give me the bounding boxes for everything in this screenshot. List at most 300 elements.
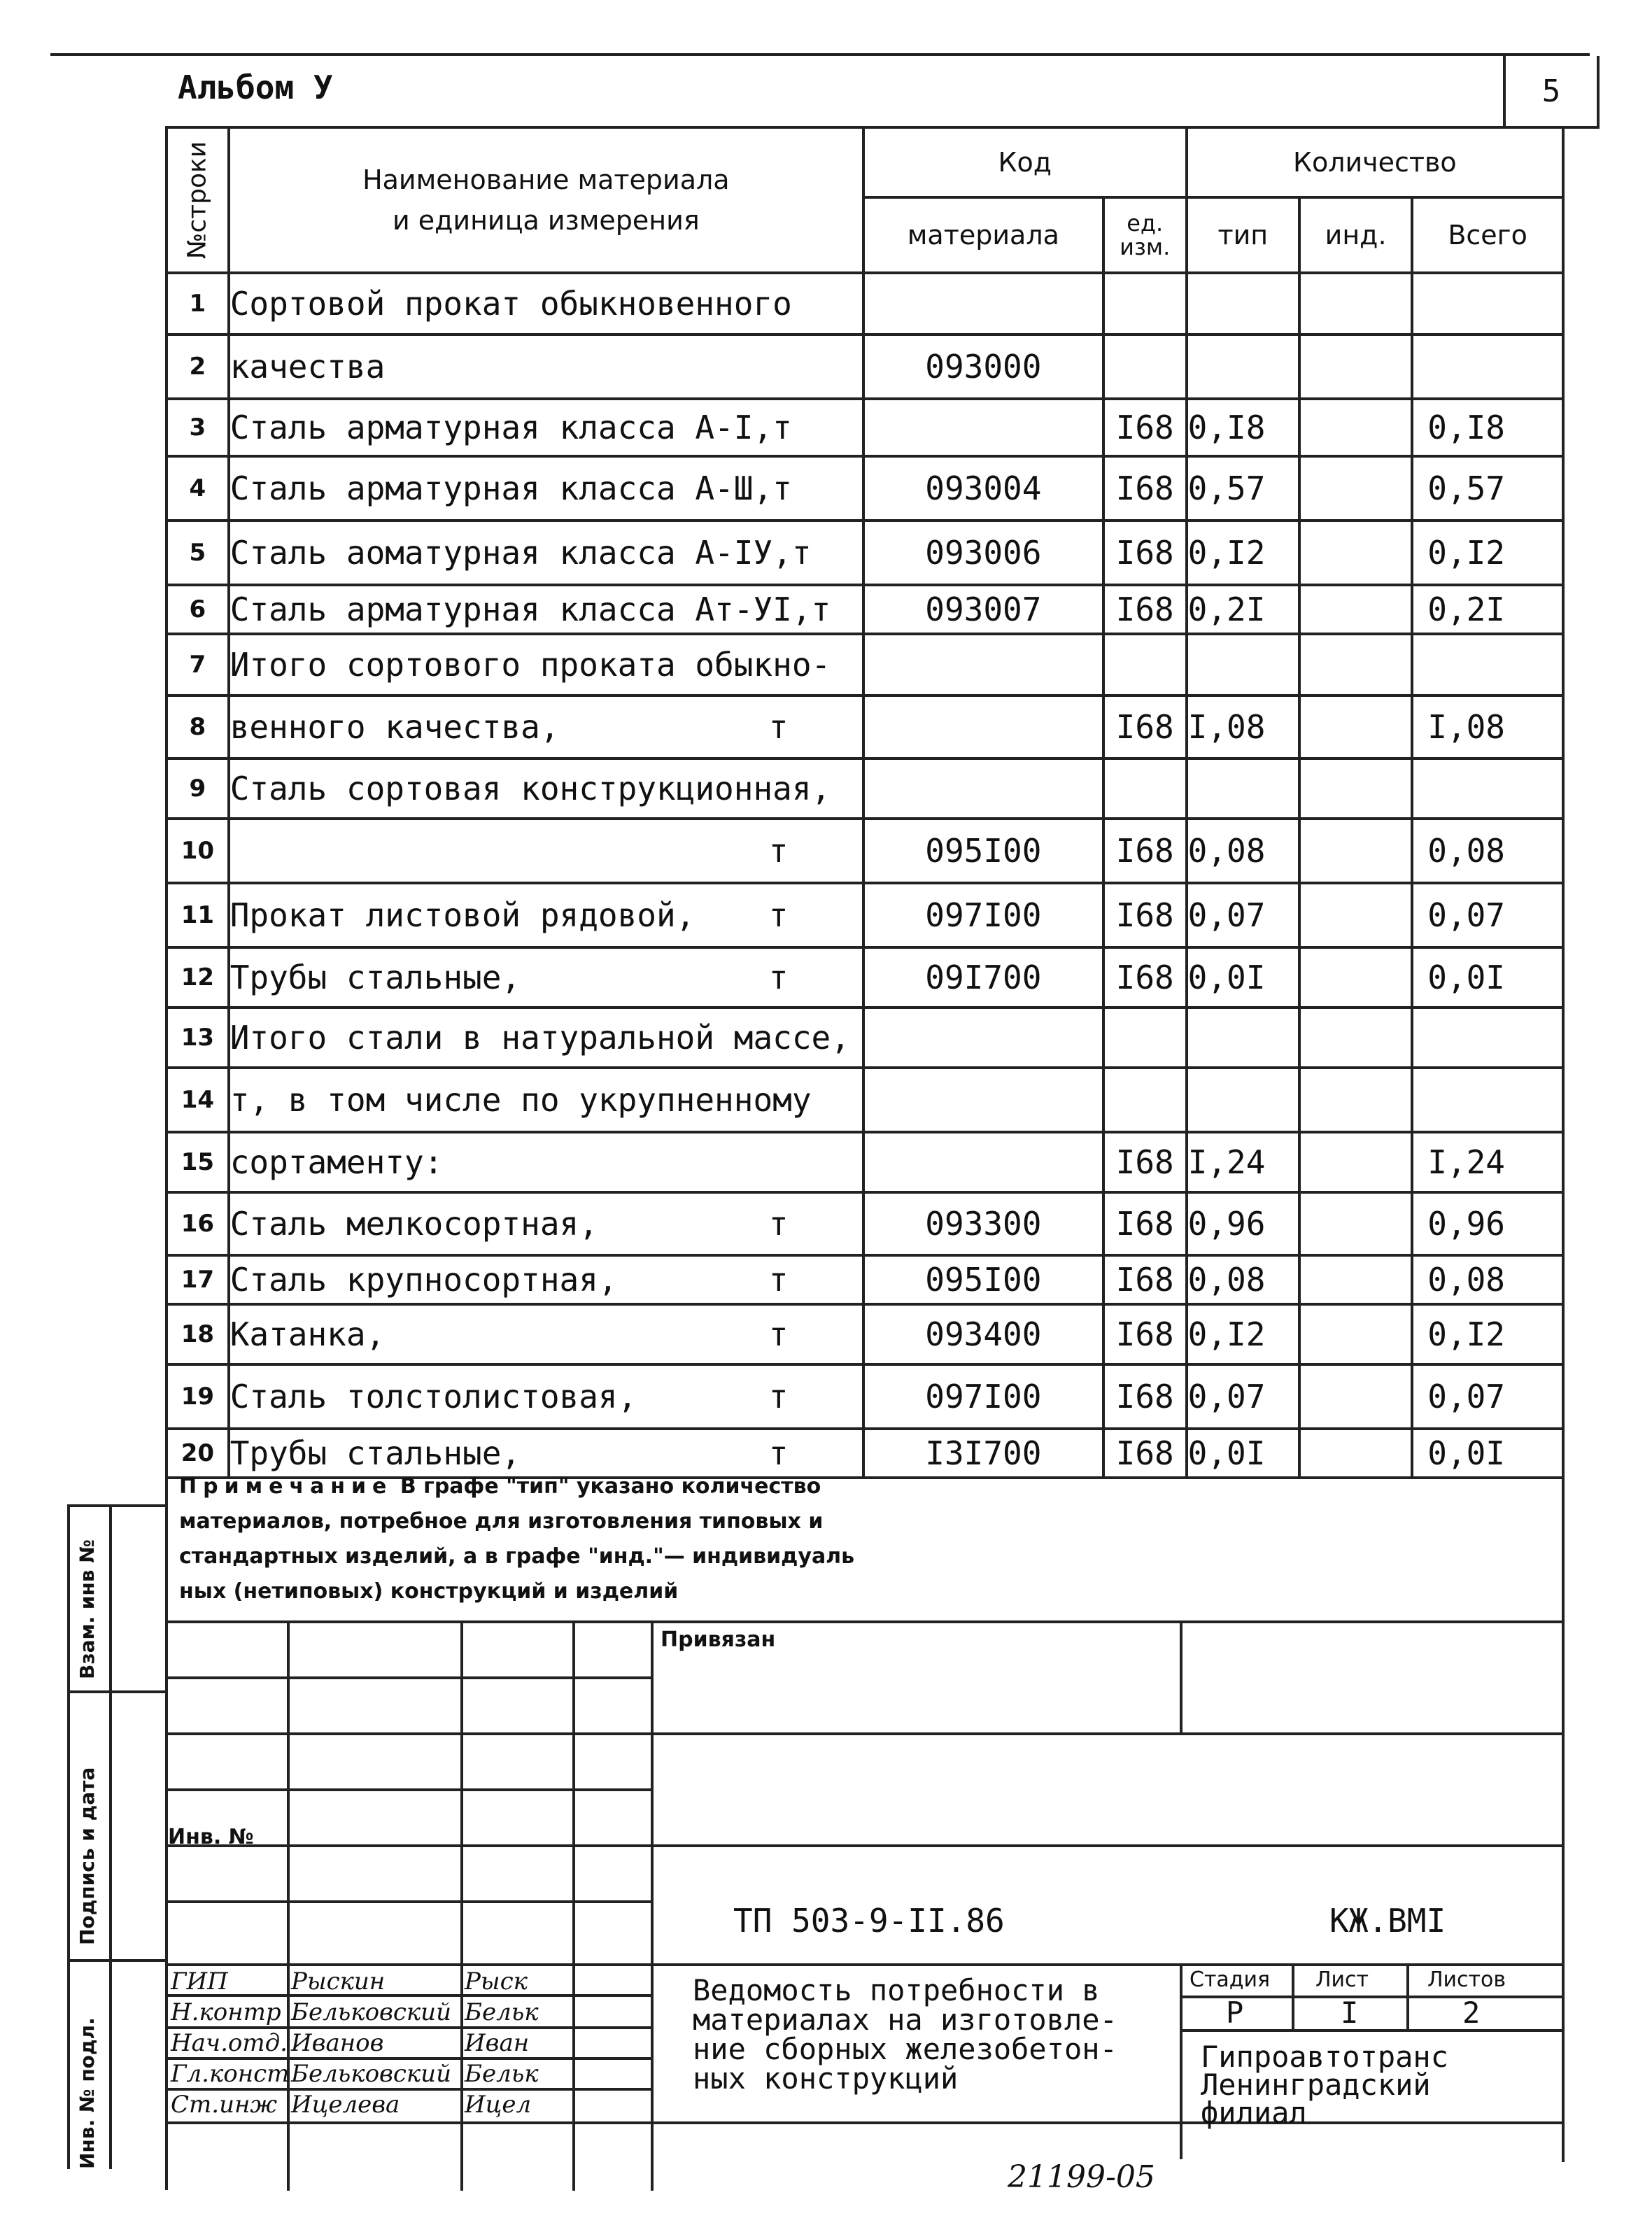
unit-code [1103, 334, 1187, 399]
row-number-text: 8 [189, 713, 206, 741]
row-number-text: 19 [181, 1383, 215, 1411]
qty-ind [1299, 819, 1412, 883]
row-number [167, 399, 229, 456]
qty-total-header: Всего [1412, 197, 1563, 273]
row-number [167, 1255, 229, 1304]
material-name-text: т, в том числе по укрупненному [230, 1081, 812, 1119]
materials-table [165, 126, 1565, 1479]
material-name-text: Сталь крупносортная, [230, 1261, 618, 1299]
qty-ind [1299, 1008, 1412, 1068]
material-code-text: 097I00 [925, 1378, 1042, 1415]
qty-type-text: 0,0I [1187, 959, 1266, 996]
qty-type [1187, 883, 1299, 947]
stamp-row-line [165, 1963, 1565, 1966]
material-code [863, 273, 1103, 334]
stamp-row-line [165, 1676, 651, 1679]
qty-total [1412, 758, 1563, 819]
signer-role: Нач.отд. [171, 2029, 288, 2057]
stamp-col-line [572, 1620, 575, 2191]
sheet-label: Лист [1315, 1968, 1369, 1992]
qty-type [1187, 521, 1299, 585]
sheet-value: I [1341, 1996, 1359, 2030]
qty-total [1412, 585, 1563, 634]
top-border-line [50, 53, 1590, 56]
unit-code-header: ед. изм. [1103, 197, 1187, 273]
qty-total [1412, 456, 1563, 521]
material-code [863, 1255, 1103, 1304]
unit-text: т [768, 1434, 789, 1472]
row-number-text: 10 [181, 837, 215, 865]
qty-type [1187, 334, 1299, 399]
table-row [167, 947, 1563, 1008]
signature: Иван [465, 2029, 530, 2057]
table-row [167, 1364, 1563, 1429]
unit-code-text: I68 [1115, 1378, 1174, 1415]
row-number-text: 7 [189, 651, 206, 679]
unit-code-text: I68 [1115, 534, 1174, 572]
note-text-1: В графе "тип" указано количество [393, 1474, 821, 1499]
qty-type [1187, 819, 1299, 883]
material-code [863, 1364, 1103, 1429]
signature: Бельк [465, 1998, 539, 2026]
side-strip-line [67, 1504, 168, 1507]
signer-name: Ицелева [291, 2091, 400, 2119]
row-number [167, 695, 229, 758]
qty-type [1187, 1068, 1299, 1132]
material-code [863, 883, 1103, 947]
row-number-header: №строки [167, 127, 229, 273]
note [179, 1469, 949, 1609]
row-number [167, 819, 229, 883]
row-number [167, 1008, 229, 1068]
unit-code [1103, 883, 1187, 947]
qty-ind [1299, 695, 1412, 758]
unit-code [1103, 585, 1187, 634]
stamp-row-line [165, 1788, 651, 1791]
row-number-text: 4 [189, 474, 206, 502]
material-name [229, 883, 863, 947]
doc-code: ТП 503-9-II.86 [733, 1902, 1005, 1940]
unit-code [1103, 1132, 1187, 1192]
table-row [167, 819, 1563, 883]
qty-total [1412, 695, 1563, 758]
row-number-text: 15 [181, 1148, 215, 1176]
material-name-text: Сортовой прокат обыкновенного [230, 285, 792, 323]
frame-right-line [1562, 1455, 1565, 2162]
qty-total-text: 0,07 [1427, 1378, 1505, 1415]
qty-type [1187, 1132, 1299, 1192]
qty-type [1187, 695, 1299, 758]
unit-code [1103, 819, 1187, 883]
qty-ind [1299, 1304, 1412, 1364]
row-number-text: 13 [181, 1024, 215, 1052]
qty-type-text: 0,08 [1187, 1261, 1266, 1299]
unit-code [1103, 1364, 1187, 1429]
material-name-text: Сталь мелкосортная, [230, 1205, 598, 1243]
qty-total [1412, 819, 1563, 883]
stamp-row-line [165, 1994, 651, 1997]
qty-total-text: I,24 [1427, 1143, 1505, 1181]
material-code-text: 09I700 [925, 959, 1042, 996]
row-number [167, 883, 229, 947]
unit-code-text: I68 [1115, 1205, 1174, 1243]
row-number [167, 758, 229, 819]
organization: Гипроавтотранс Ленинградский филиал [1201, 2040, 1449, 2130]
table-row [167, 585, 1563, 634]
sheets-label: Листов [1427, 1968, 1506, 1992]
row-number-text: 9 [189, 775, 206, 803]
unit-code-text: I68 [1115, 1315, 1174, 1353]
qty-ind [1299, 1132, 1412, 1192]
side-label-signature-date: Подпись и дата [76, 1767, 99, 1945]
table-row [167, 273, 1563, 334]
qty-type-text: 0,0I [1187, 1434, 1266, 1472]
material-code [863, 1132, 1103, 1192]
material-code-header: материала [863, 197, 1103, 273]
material-name-text: Трубы стальные, [230, 1434, 521, 1472]
table-row [167, 1132, 1563, 1192]
qty-ind-header: инд. [1299, 197, 1412, 273]
row-number [167, 521, 229, 585]
material-name [229, 334, 863, 399]
stamp-col-line [1180, 1620, 1182, 1734]
qty-total-text: 0,08 [1427, 832, 1505, 870]
note-text-4: ных (нетиповых) конструкций и изделий [179, 1579, 679, 1604]
unit-code-text: I68 [1115, 708, 1174, 746]
material-code [863, 1068, 1103, 1132]
doc-mark: КЖ.ВМI [1329, 1902, 1446, 1940]
signer-name: Бельковский [291, 1998, 451, 2026]
frame-left-line [165, 1455, 168, 2190]
qty-type-text: 0,I2 [1187, 534, 1266, 572]
unit-code-text: I68 [1115, 469, 1174, 507]
qty-total [1412, 1255, 1563, 1304]
qty-total-text: 0,08 [1427, 1261, 1505, 1299]
material-name-text: сортаменту: [230, 1143, 444, 1181]
qty-type [1187, 634, 1299, 695]
qty-type [1187, 1304, 1299, 1364]
side-label-inv-original: Инв. № подл. [76, 2017, 99, 2169]
signer-name: Рыскин [291, 1968, 386, 1996]
material-code-text: 095I00 [925, 832, 1042, 870]
row-number [167, 334, 229, 399]
material-code [863, 585, 1103, 634]
unit-text: т [768, 896, 789, 934]
unit-text: т [768, 1261, 789, 1299]
material-name [229, 1304, 863, 1364]
table-row [167, 334, 1563, 399]
material-name [229, 456, 863, 521]
unit-text: т [768, 1205, 789, 1243]
material-name-text: Сталь арматурная класса Ат-УI,т [230, 591, 831, 628]
unit-code [1103, 273, 1187, 334]
signer-role: ГИП [171, 1968, 228, 1996]
qty-ind [1299, 521, 1412, 585]
qty-ind [1299, 1068, 1412, 1132]
row-number-text: 6 [189, 595, 206, 623]
qty-total-text: 0,2I [1427, 591, 1505, 628]
row-number [167, 1192, 229, 1255]
unit-text: т [768, 959, 789, 996]
stamp-col-line [287, 1620, 290, 2191]
unit-code [1103, 399, 1187, 456]
qty-type [1187, 1364, 1299, 1429]
unit-text: т [768, 708, 789, 746]
qty-type [1187, 585, 1299, 634]
unit-code [1103, 695, 1187, 758]
qty-ind [1299, 399, 1412, 456]
qty-type-text: I,08 [1187, 708, 1266, 746]
qty-total [1412, 521, 1563, 585]
material-name [229, 1364, 863, 1429]
quantity-header: Количество [1187, 127, 1563, 197]
qty-type [1187, 1429, 1299, 1478]
table-row [167, 1255, 1563, 1304]
signer-role: Гл.конст [171, 2060, 290, 2088]
unit-code-text: I68 [1115, 1143, 1174, 1181]
material-code [863, 947, 1103, 1008]
table-row [167, 1192, 1563, 1255]
qty-type [1187, 1255, 1299, 1304]
material-name-text: Итого стали в натуральной массе, [230, 1019, 850, 1057]
qty-ind [1299, 1192, 1412, 1255]
material-code-text: 093400 [925, 1315, 1042, 1353]
qty-type-text: 0,2I [1187, 591, 1266, 628]
row-number-text: 5 [189, 539, 206, 567]
qty-total [1412, 1364, 1563, 1429]
row-number-text: 14 [181, 1086, 215, 1114]
qty-total-text: 0,I2 [1427, 1315, 1505, 1353]
unit-code [1103, 1255, 1187, 1304]
row-number [167, 1304, 229, 1364]
unit-code [1103, 1008, 1187, 1068]
qty-type-text: 0,07 [1187, 1378, 1266, 1415]
qty-total [1412, 1068, 1563, 1132]
side-strip-line [67, 1504, 70, 2169]
qty-type [1187, 456, 1299, 521]
table-row [167, 883, 1563, 947]
row-number-text: 20 [181, 1439, 215, 1467]
qty-type-text: 0,08 [1187, 832, 1266, 870]
material-code-text: 093000 [925, 348, 1042, 386]
signature: Рыск [465, 1968, 528, 1996]
material-code [863, 521, 1103, 585]
row-number [167, 634, 229, 695]
table-row [167, 1008, 1563, 1068]
material-name-text: Сталь сортовая конструкционная, [230, 770, 831, 807]
material-name [229, 1068, 863, 1132]
material-code-text: 095I00 [925, 1261, 1042, 1299]
signature: Бельк [465, 2060, 539, 2088]
row-number-text: 2 [189, 353, 206, 381]
stamp-col-line [460, 1620, 463, 2191]
row-number-text: 12 [181, 963, 215, 991]
unit-code-text: I68 [1115, 959, 1174, 996]
material-name [229, 521, 863, 585]
qty-total-text: I,08 [1427, 708, 1505, 746]
unit-code-text: I68 [1115, 409, 1174, 446]
qty-total [1412, 273, 1563, 334]
table-row [167, 695, 1563, 758]
unit-code-text: I68 [1115, 1261, 1174, 1299]
inv-label: Инв. № [168, 1825, 254, 1849]
side-strip-line [109, 1504, 112, 2169]
table-row [167, 758, 1563, 819]
unit-code [1103, 456, 1187, 521]
stamp-col-line [1180, 1963, 1182, 2159]
qty-total-text: 0,I2 [1427, 534, 1505, 572]
signer-role: Н.контр [171, 1998, 281, 2026]
material-code [863, 399, 1103, 456]
qty-total [1412, 883, 1563, 947]
material-name [229, 819, 863, 883]
row-number-text: 16 [181, 1210, 215, 1238]
material-name-text: Прокат листовой рядовой, [230, 896, 696, 934]
unit-code [1103, 1068, 1187, 1132]
side-strip-line [67, 1690, 168, 1693]
unit-code [1103, 758, 1187, 819]
qty-type-header: тип [1187, 197, 1299, 273]
row-number-text: 18 [181, 1320, 215, 1348]
unit-code-text: I68 [1115, 832, 1174, 870]
qty-ind [1299, 883, 1412, 947]
material-name-text: качества [230, 348, 386, 386]
qty-ind [1299, 334, 1412, 399]
qty-ind [1299, 273, 1412, 334]
unit-code-text: I68 [1115, 1434, 1174, 1472]
table-row [167, 521, 1563, 585]
row-number [167, 1132, 229, 1192]
material-code-text: 097I00 [925, 896, 1042, 934]
qty-total-text: 0,I8 [1427, 409, 1505, 446]
table-row [167, 1304, 1563, 1364]
material-name [229, 1192, 863, 1255]
qty-type [1187, 399, 1299, 456]
qty-type [1187, 1192, 1299, 1255]
material-name-text: Трубы стальные, [230, 959, 521, 996]
side-label-replace-inv: Взам. инв № [76, 1539, 99, 1679]
document-title: Ведомость потребности в материалах на изготовле- ние сборных железобетон- ных конструкций [693, 1973, 1117, 2096]
table-row [167, 634, 1563, 695]
sheets-value: 2 [1462, 1996, 1481, 2030]
qty-ind [1299, 634, 1412, 695]
table-row [167, 456, 1563, 521]
stamp-row-line [165, 1844, 1565, 1847]
qty-total-text: 0,0I [1427, 959, 1505, 996]
qty-total-text: 0,57 [1427, 469, 1505, 507]
row-number [167, 1068, 229, 1132]
unit-text: т [768, 1378, 789, 1415]
unit-code-text: I68 [1115, 896, 1174, 934]
stamp-col-line [651, 1620, 654, 2191]
signature: Ицел [465, 2091, 532, 2119]
material-code [863, 695, 1103, 758]
name-header: Наименование материала и единица измерения [229, 127, 863, 273]
qty-type [1187, 758, 1299, 819]
material-code-text: 093004 [925, 469, 1042, 507]
table-row [167, 399, 1563, 456]
material-name [229, 695, 863, 758]
material-name [229, 947, 863, 1008]
material-code [863, 634, 1103, 695]
row-number-text: 11 [181, 901, 215, 929]
qty-type-text: 0,I2 [1187, 1315, 1266, 1353]
album-title: Альбом У [178, 69, 333, 106]
qty-total [1412, 399, 1563, 456]
qty-type-text: 0,I8 [1187, 409, 1266, 446]
material-code-text: 093300 [925, 1205, 1042, 1243]
page-number: 5 [1503, 56, 1600, 129]
material-name [229, 585, 863, 634]
note-title: Примечание [179, 1474, 393, 1499]
qty-ind [1299, 585, 1412, 634]
material-name [229, 634, 863, 695]
material-name [229, 1008, 863, 1068]
stamp-row-line [165, 1900, 651, 1903]
material-name-text: Сталь арматурная класса А-Ш,т [230, 469, 792, 507]
qty-total [1412, 334, 1563, 399]
bound-label: Привязан [661, 1627, 776, 1652]
qty-total [1412, 1429, 1563, 1478]
material-name [229, 399, 863, 456]
table-row [167, 1068, 1563, 1132]
qty-type-text: 0,96 [1187, 1205, 1266, 1243]
unit-code [1103, 521, 1187, 585]
unit-code [1103, 1429, 1187, 1478]
row-number [167, 947, 229, 1008]
qty-type-text: I,24 [1187, 1143, 1266, 1181]
row-number-text: 17 [181, 1266, 215, 1294]
material-name [229, 758, 863, 819]
material-code-text: 093007 [925, 591, 1042, 628]
material-name-text: венного качества, [230, 708, 560, 746]
qty-ind [1299, 1429, 1412, 1478]
material-code-text: I3I700 [925, 1434, 1042, 1472]
qty-total-text: 0,96 [1427, 1205, 1505, 1243]
material-name [229, 273, 863, 334]
signer-name: Бельковский [291, 2060, 451, 2088]
qty-type [1187, 273, 1299, 334]
qty-ind [1299, 1364, 1412, 1429]
row-number [167, 585, 229, 634]
row-number [167, 1364, 229, 1429]
unit-text: т [768, 1315, 789, 1353]
row-number [167, 273, 229, 334]
material-code [863, 1304, 1103, 1364]
qty-total-text: 0,07 [1427, 896, 1505, 934]
row-number-text: 3 [189, 414, 206, 442]
material-name-text: Сталь арматурная класса А-I,т [230, 409, 792, 446]
qty-ind [1299, 456, 1412, 521]
material-code-text: 093006 [925, 534, 1042, 572]
stamp-top-line [165, 1620, 1565, 1623]
qty-total [1412, 1008, 1563, 1068]
material-code [863, 1192, 1103, 1255]
row-number-text: 1 [189, 290, 206, 318]
material-code [863, 456, 1103, 521]
material-name [229, 1132, 863, 1192]
table-header-row-1 [167, 127, 1563, 197]
unit-code-text: I68 [1115, 591, 1174, 628]
qty-total [1412, 634, 1563, 695]
unit-text: т [768, 832, 789, 870]
qty-total [1412, 947, 1563, 1008]
qty-ind [1299, 1255, 1412, 1304]
qty-ind [1299, 947, 1412, 1008]
material-code [863, 1008, 1103, 1068]
material-name-text: Итого сортового проката обыкно- [230, 646, 831, 684]
qty-type [1187, 947, 1299, 1008]
